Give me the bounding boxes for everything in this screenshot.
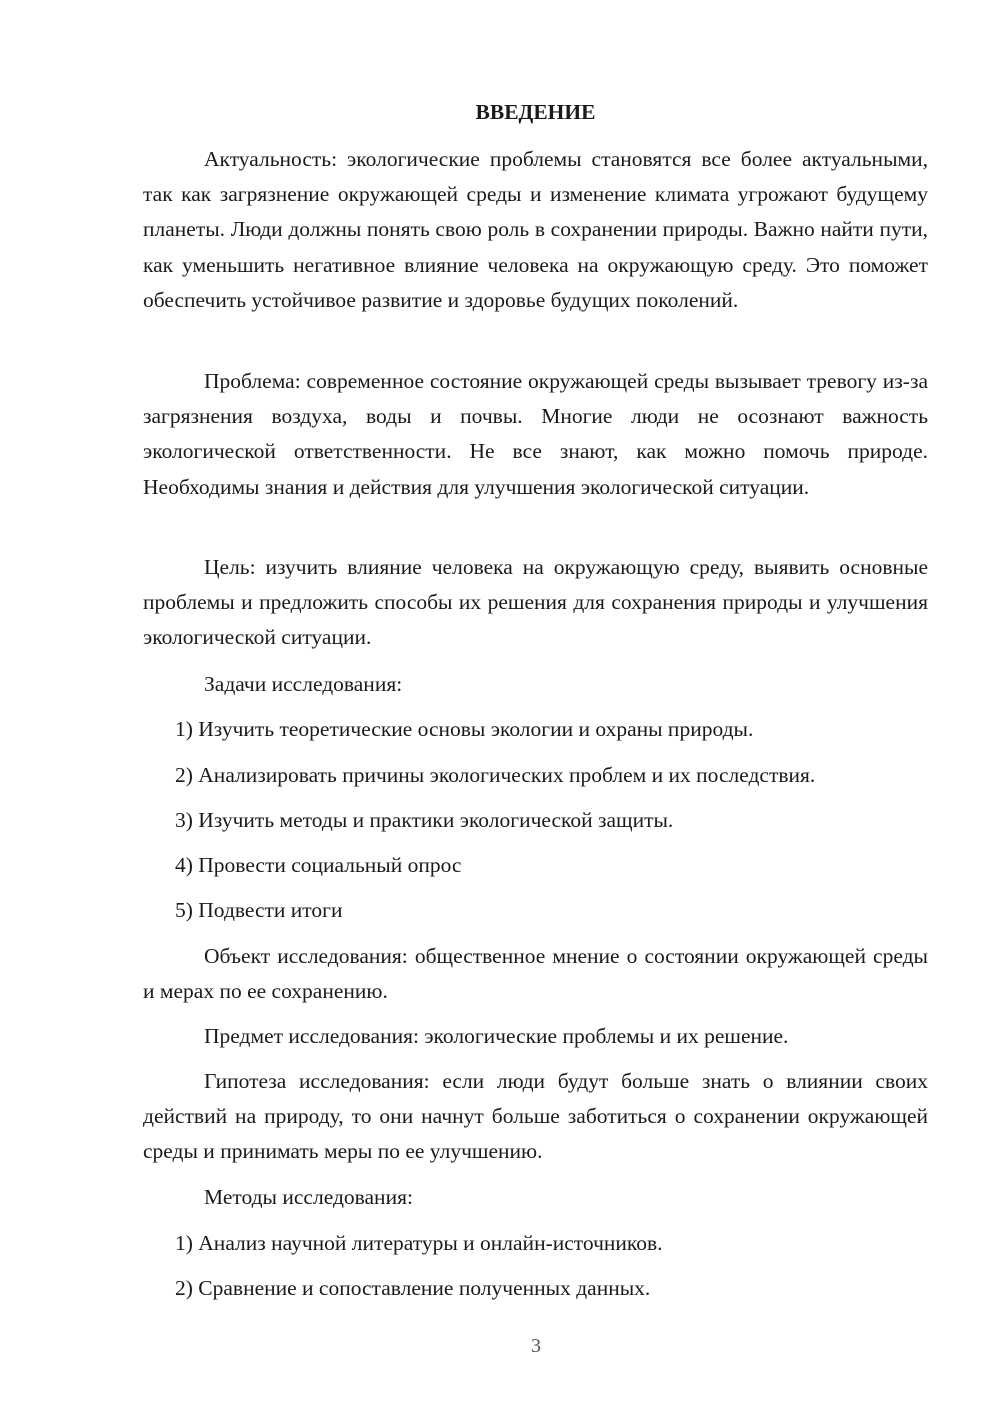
task-item-3: 3) Изучить методы и практики экологической защиты. [175,808,674,832]
page-number: 3 [531,1335,541,1357]
tasks-title: Задачи исследования: [204,672,403,696]
problem-paragraph: Проблема: современное состояние окружающей среды вызывает тревогу из-за загрязнения воздуха, воды и почвы. Многие люди не осознают важность экологической ответственности. Не все знают, как можно помочь природе. Необходимы знания и действия для улучшения экологической ситуации. [143,369,928,499]
task-item-5: 5) Подвести итоги [175,898,343,922]
subject-paragraph: Предмет исследования: экологические проблемы и их решение. [204,1024,789,1048]
relevance-paragraph: Актуальность: экологические проблемы становятся все более актуальными, так как загрязнение окружающей среды и изменение климата угрожают будущему планеты. Люди должны понять свою роль в сохранении природы. Важно найти пути, как уменьшить негативное влияние человека на окружающую среду. Это поможет обеспечить устойчивое развитие и здоровье будущих поколений. [143,147,928,312]
hypothesis-paragraph: Гипотеза исследования: если люди будут больше знать о влиянии своих действий на природу, то они начнут больше заботиться о сохранении окружающей среды и принимать меры по ее улучшению. [143,1069,928,1164]
methods-title: Методы исследования: [204,1185,413,1209]
task-item-2: 2) Анализировать причины экологических проблем и их последствия. [175,763,816,787]
goal-paragraph: Цель: изучить влияние человека на окружающую среду, выявить основные проблемы и предложить способы их решения для сохранения природы и улучшения экологической ситуации. [143,555,928,650]
method-item-2: 2) Сравнение и сопоставление полученных данных. [175,1276,651,1300]
method-item-1: 1) Анализ научной литературы и онлайн-источников. [175,1231,663,1255]
section-heading: ВВЕДЕНИЕ [475,100,596,124]
task-item-1: 1) Изучить теоретические основы экологии и охраны природы. [175,717,754,741]
object-paragraph: Объект исследования: общественное мнение о состоянии окружающей среды и мерах по ее сохранению. [143,944,928,1004]
task-item-4: 4) Провести социальный опрос [175,853,462,877]
